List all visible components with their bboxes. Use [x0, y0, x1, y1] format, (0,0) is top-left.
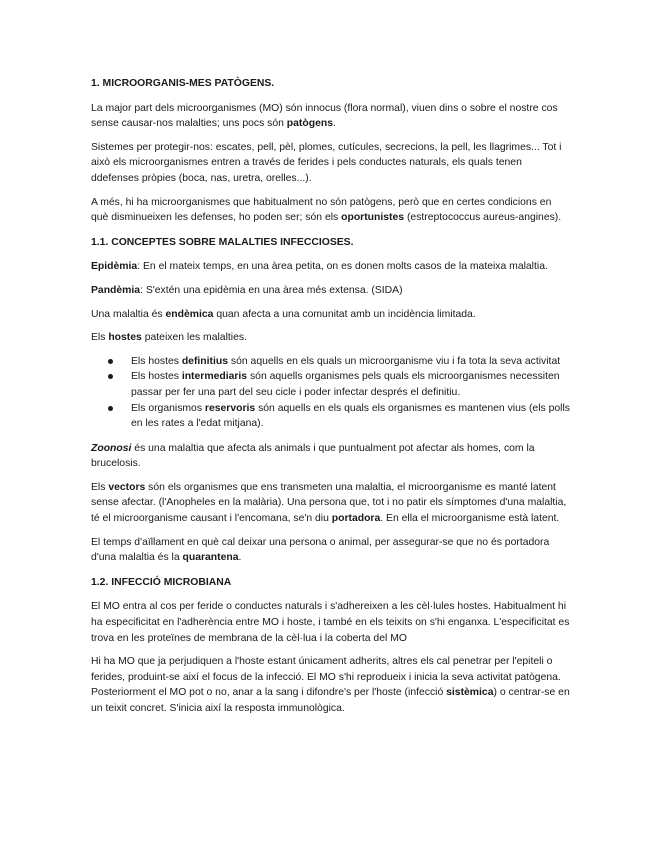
section-1-paragraph-2: Sistemes per protegir-nos: escates, pell, pèl, plomes, cutícules, secrecions, la pell, les llagrimes... Tot i això els microorganismes entren a través de ferides i pels conductes naturals, els quals tenen ddefenses pròpies (boca, nas, uretra, orelles...). [91, 141, 562, 184]
term-epidemia: Epidèmia [91, 261, 138, 273]
bullet-icon [108, 359, 113, 364]
hostes-intro [91, 330, 571, 346]
text: Una malaltia és [91, 308, 166, 320]
text: són aquells organismes pels quals els microorganismes necessiten passar per fer una part del seu cicle i poder infectar després el definitiu. [131, 371, 560, 398]
term-vectors: vectors [108, 481, 146, 493]
text: són els organismes que ens transmeten una malaltia, el microorganisme es manté latent sense afectar. (l'Anopheles en la malària). Una persona que, tot i no patir els símptomes d'una malaltia, té el microorganisme causant i l'encomana, se'n diu [91, 481, 567, 525]
definition-zoonosi [91, 441, 571, 472]
bullet-icon [108, 374, 113, 379]
text: són aquells en els quals un microorganisme viu i fa tota la seva activitat [228, 355, 561, 367]
definition-quarantena [91, 535, 571, 566]
section-1-1-title: 1.1. CONCEPTES SOBRE MALALTIES INFECCIOSES. [91, 236, 354, 248]
text: A més, hi ha microorganismes que habitualment no són patògens, però que en certes condicions en què disminueixen les defenses, ho poden ser; són els [91, 196, 552, 224]
text: són aquells en els quals els organismes es mantenen vius (els polls en les rates a l'edat mitjana). [131, 402, 570, 430]
hostes-bullet-list [91, 354, 571, 432]
bullet-item-reservoris [91, 401, 571, 432]
text: : S'extén una epidèmia en una àrea més extensa. (SIDA) [140, 284, 403, 296]
section-1-2-paragraph-1: El MO entra al cos per feride o conductes naturals i s'adhereixen a les cèl·lules hostes. Habitualment hi ha especificitat en l'adherència entre MO i hoste, i també en els teixits on s'hi enganxa. L'especificitat es trova en les proteïnes de membrana de la cèl·lua i la coberta del MO [91, 601, 570, 644]
term-hostes: hostes [108, 332, 142, 344]
section-1-paragraph-1 [91, 101, 571, 132]
bullet-item-definitius [91, 354, 571, 370]
section-1-2-paragraph-2 [91, 654, 571, 716]
term-zoonosi: Zoonosi [91, 442, 132, 454]
bullet-item-intermediaris [91, 369, 571, 400]
definition-epidemia [91, 259, 571, 275]
term-definitius: definitius [181, 355, 229, 367]
text: : En el mateix temps, en una àrea petita, on es donen molts casos de la mateixa malaltia. [137, 261, 548, 273]
term-intermediaris: intermediaris [181, 371, 248, 383]
text: Hi ha MO que ja perjudiquen a l'hoste estant únicament adherits, altres els cal penetrar per l'epiteli o ferides, produint-se així el focus de la infecció. El MO s'hi reprodueix i inicia la seva activitat patògena. Posteriorment el MO pot o no, anar a la sang i difondre's per l'hoste (infecció [91, 656, 561, 699]
term-quarantena: quarantena [182, 552, 239, 564]
text: El temps d'aïllament en què cal deixar una persona o animal, per assegurar-se que no és portadora d'una malaltia és la [91, 536, 550, 564]
text: quan afecta a una comunitat amb un incidència limitada. [213, 308, 476, 320]
text: Els [91, 332, 109, 344]
term-endemica: endèmica [165, 308, 214, 320]
text: Els [91, 481, 109, 493]
definition-pandemia [91, 283, 571, 299]
text: . En ella el microorganisme està latent. [380, 513, 560, 525]
text: . [238, 552, 242, 564]
text: Els organismos [131, 402, 205, 414]
term-sistemica: sistèmica [446, 687, 494, 699]
text: és una malaltia que afecta als animals i que puntualment pot afectar als homes, com la brucelosis. [91, 442, 535, 470]
text: pateixen les malalties. [141, 332, 247, 344]
term-portadora: portadora [331, 513, 381, 525]
term-patogens: patògens [286, 118, 333, 130]
term-pandemia: Pandèmia [91, 284, 141, 296]
text: Els hostes [131, 371, 182, 383]
text: . [332, 118, 336, 130]
section-1-title: 1. MICROORGANIS-MES PATÒGENS. [91, 78, 275, 89]
text: ) o centrar-se en un teixit concret. S'inicia així la resposta immunològica. [91, 687, 570, 714]
text: Els hostes [131, 355, 182, 367]
term-reservoris: reservoris [204, 402, 256, 414]
definition-vectors [91, 480, 571, 527]
definition-endemica [91, 307, 571, 323]
term-oportunistes: oportunistes [341, 212, 405, 224]
text: La major part dels microorganismes (MO) són innocus (flora normal), viuen dins o sobre el nostre cos sense causar-nos malalties; uns pocs són [91, 102, 558, 130]
document-content [91, 76, 571, 717]
section-1-2-title: 1.2. INFECCIÓ MICROBIANA [91, 576, 232, 588]
section-1-paragraph-3 [91, 195, 571, 226]
text: (estreptococcus aureus-angines). [404, 212, 562, 224]
bullet-icon [108, 406, 113, 411]
